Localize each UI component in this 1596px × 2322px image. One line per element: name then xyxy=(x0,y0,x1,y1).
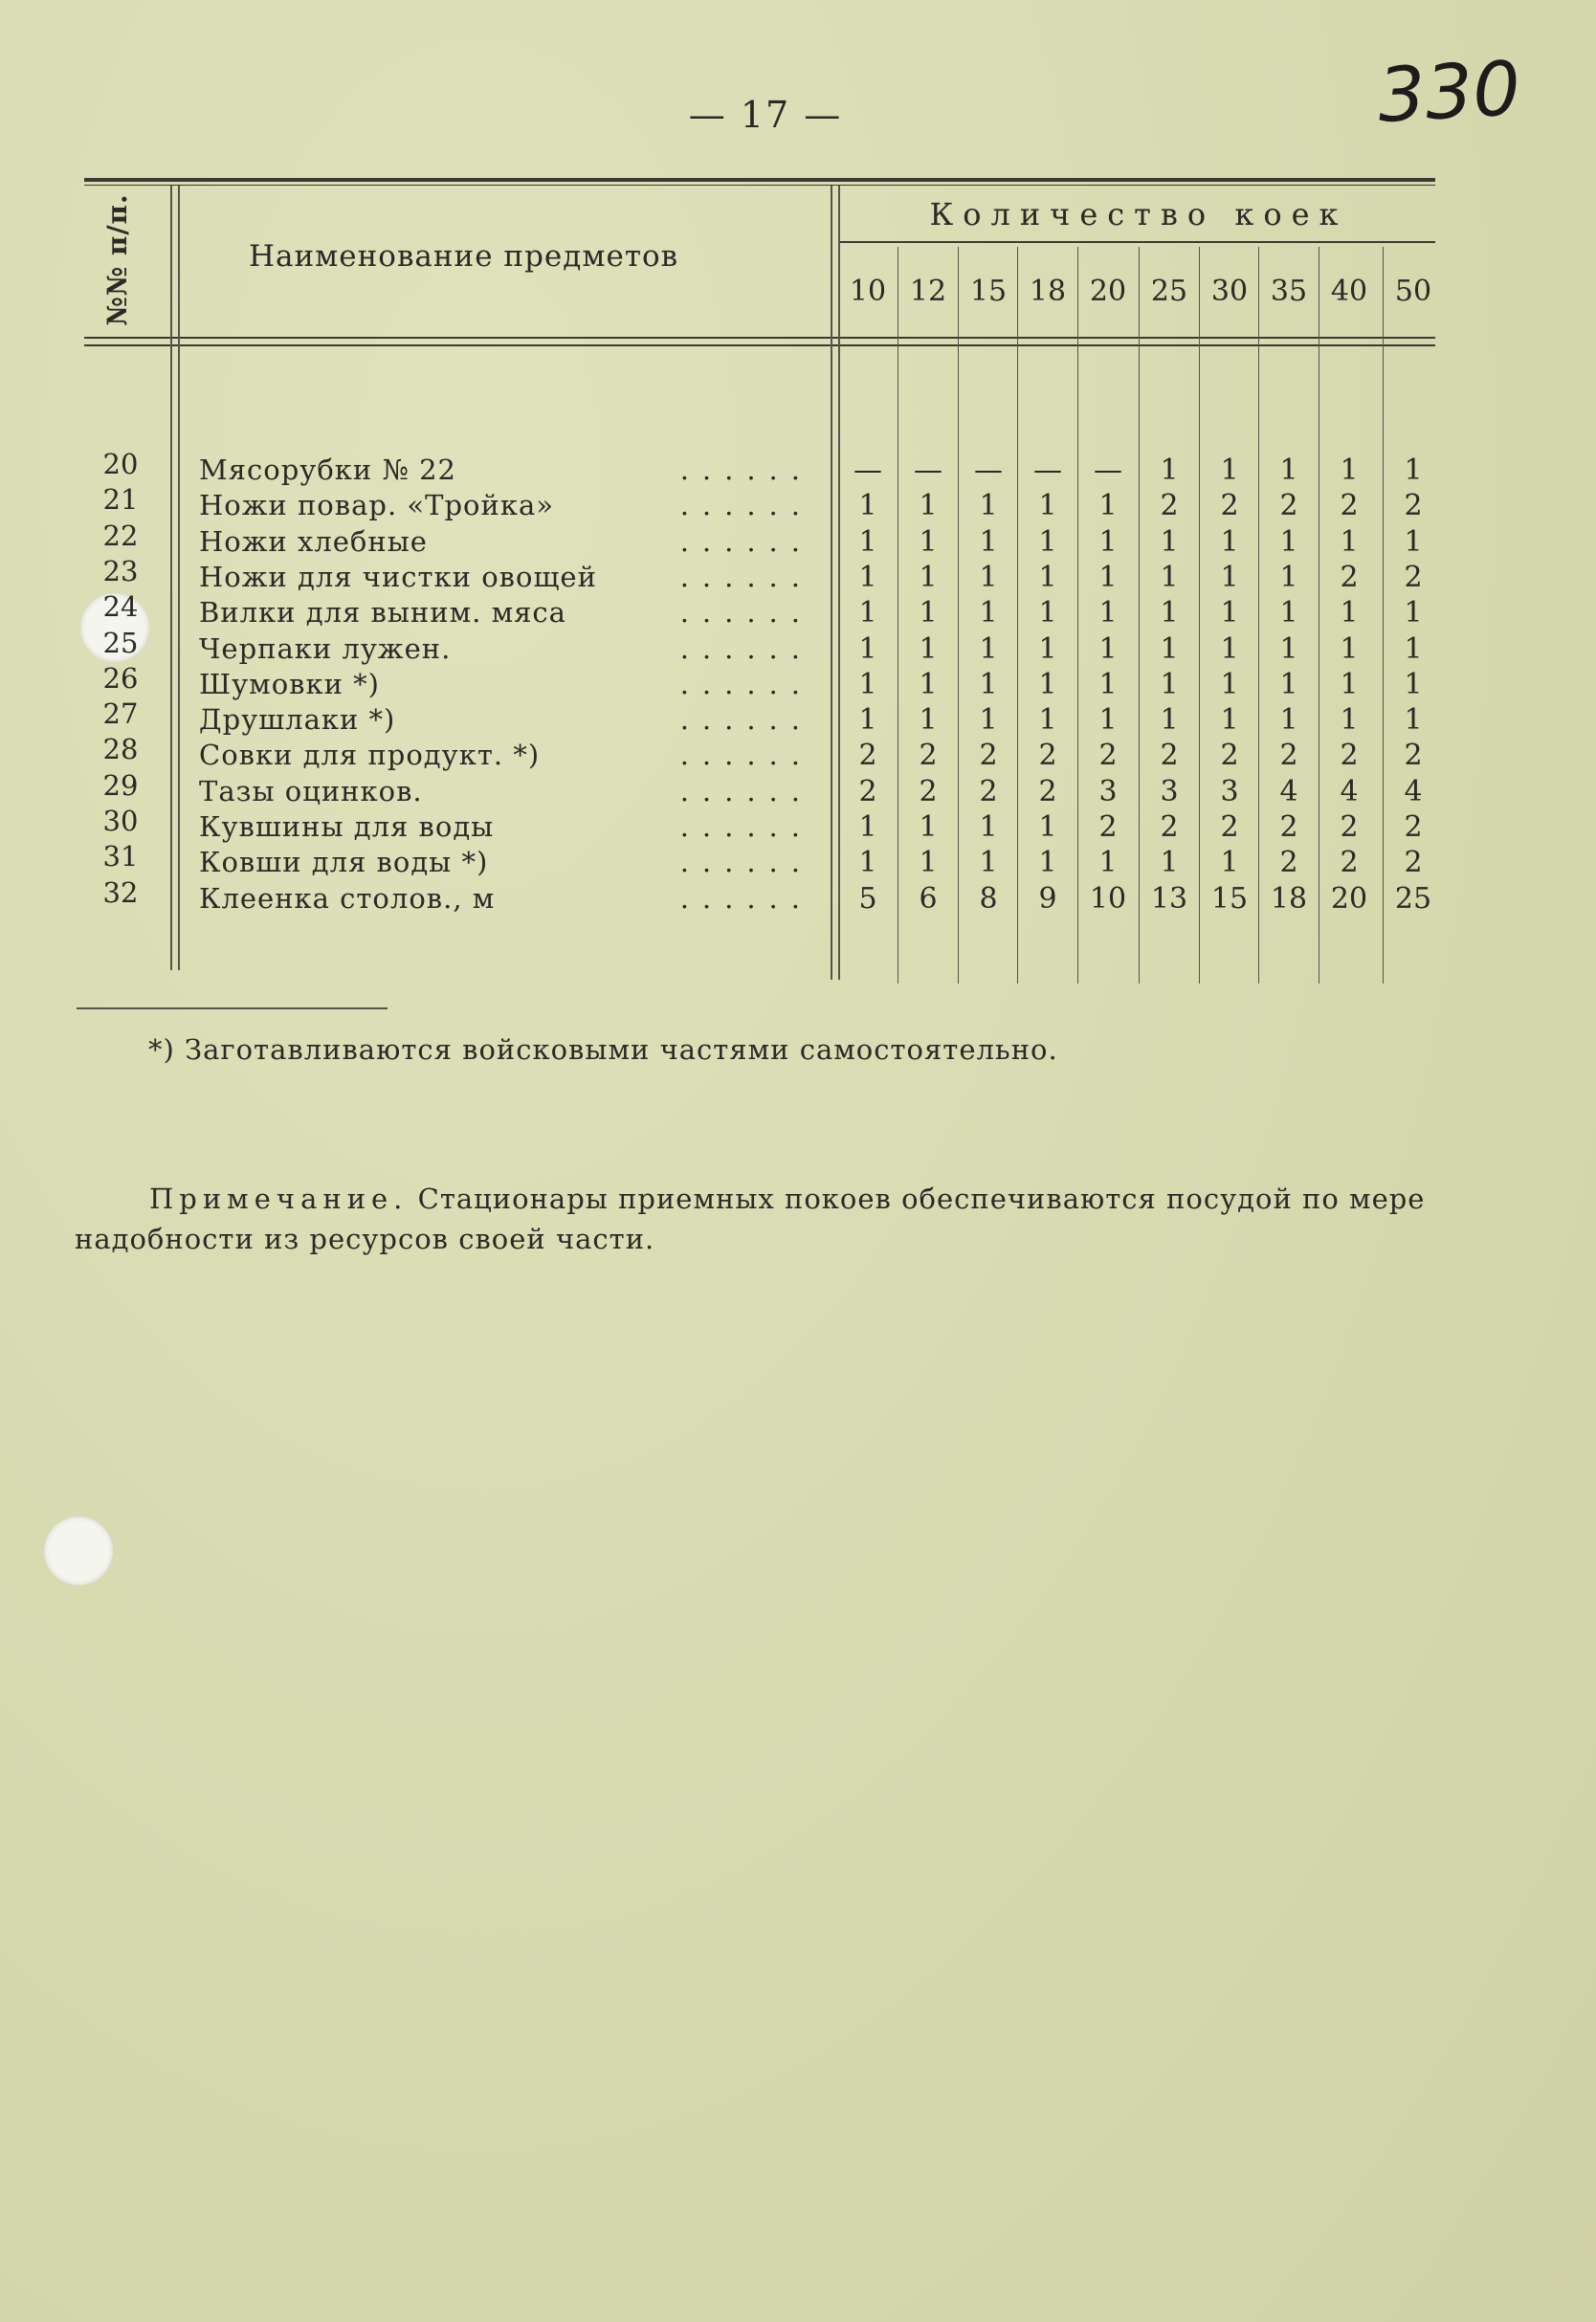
table-cell: 1 xyxy=(1340,632,1359,666)
table-cell: 1 xyxy=(1098,632,1118,666)
table-cell: 1 xyxy=(1098,846,1118,879)
table-cell: 1 xyxy=(1160,525,1179,559)
table-cell: 1 xyxy=(858,489,877,522)
column-divider xyxy=(1258,247,1259,984)
table-top-rule-thin xyxy=(84,185,1435,186)
bed-count-header: 35 xyxy=(1270,275,1308,308)
leader-dots: ...... xyxy=(679,453,813,486)
column-divider xyxy=(1139,247,1140,984)
row-number: 28 xyxy=(102,733,139,765)
table-cell: 1 xyxy=(979,846,998,879)
table-cell: 1 xyxy=(1340,668,1359,701)
bed-count-header: 18 xyxy=(1029,275,1067,308)
table-cell: 1 xyxy=(1098,703,1118,737)
table-cell: 2 xyxy=(1404,489,1423,522)
table-cell: 2 xyxy=(919,739,938,772)
table-cell: 1 xyxy=(1340,453,1359,487)
column-divider xyxy=(958,247,959,984)
table-cell: 1 xyxy=(1038,810,1057,844)
table-cell: 3 xyxy=(1160,775,1179,808)
row-name: Кувшины для воды xyxy=(199,810,495,843)
count-subheader-rule xyxy=(838,241,1435,243)
table-cell: 1 xyxy=(1279,703,1298,737)
col-divider-name xyxy=(831,186,832,980)
table-cell: 13 xyxy=(1150,882,1188,916)
table-cell: 2 xyxy=(1340,739,1359,772)
bed-count-header: 15 xyxy=(969,275,1008,308)
leader-dots: ...... xyxy=(679,489,813,521)
leader-dots: ...... xyxy=(679,632,813,665)
note xyxy=(75,1179,1433,1259)
col-divider-num-2 xyxy=(178,186,180,970)
table-cell: 2 xyxy=(979,739,998,772)
footnote: *) Заготавливаются войсковыми частями самостоятельно. xyxy=(148,1033,1058,1066)
table-cell: 1 xyxy=(1160,596,1179,630)
bed-count-header: 40 xyxy=(1330,275,1368,308)
row-name: Шумовки *) xyxy=(199,668,380,700)
table-cell: 1 xyxy=(1098,668,1118,701)
table-cell: 2 xyxy=(1160,489,1179,522)
table-cell: 1 xyxy=(919,668,938,701)
table-cell: 9 xyxy=(1038,882,1057,916)
table-cell: 2 xyxy=(1038,739,1057,772)
table-cell: 2 xyxy=(1038,775,1057,808)
table-cell: 15 xyxy=(1210,882,1249,916)
row-name: Черпаки лужен. xyxy=(199,632,452,665)
table-cell: 1 xyxy=(979,632,998,666)
row-number: 30 xyxy=(102,805,139,837)
table-cell: 1 xyxy=(979,810,998,844)
table-cell: 1 xyxy=(858,561,877,594)
table-cell: 2 xyxy=(1404,810,1423,844)
table-cell: 2 xyxy=(1404,739,1423,772)
table-cell: 1 xyxy=(1220,703,1239,737)
row-number: 26 xyxy=(102,662,139,695)
punch-hole-bottom xyxy=(44,1516,113,1585)
table-cell: 5 xyxy=(858,882,877,916)
archive-number: 330 xyxy=(1375,46,1523,140)
table-cell: 2 xyxy=(1220,810,1239,844)
row-name: Друшлаки *) xyxy=(199,703,396,736)
row-name: Тазы оцинков. xyxy=(199,775,423,807)
table-cell: 2 xyxy=(1160,739,1179,772)
table-cell: 6 xyxy=(919,882,938,916)
table-cell: 1 xyxy=(1160,453,1179,487)
table-cell: 2 xyxy=(858,775,877,808)
table-cell: 1 xyxy=(1340,525,1359,559)
table-cell: 2 xyxy=(858,739,877,772)
table-cell: 1 xyxy=(1404,596,1423,630)
footnote-rule xyxy=(77,1007,388,1009)
table-cell: 2 xyxy=(1279,489,1298,522)
bed-count-header: 20 xyxy=(1089,275,1127,308)
header-bottom-rule-2 xyxy=(84,344,1435,346)
table-cell: 1 xyxy=(1098,561,1118,594)
table-cell: 1 xyxy=(1220,632,1239,666)
table-cell: 1 xyxy=(858,668,877,701)
table-cell: 8 xyxy=(979,882,998,916)
table-cell: 1 xyxy=(1038,489,1057,522)
table-cell: 1 xyxy=(1098,489,1118,522)
table-cell: 1 xyxy=(1220,525,1239,559)
header-bed-count: Количество коек xyxy=(929,196,1348,232)
table-cell: 1 xyxy=(1160,632,1179,666)
table-cell: 4 xyxy=(1340,775,1359,808)
col-divider-num xyxy=(170,186,172,970)
leader-dots: ...... xyxy=(679,596,813,629)
leader-dots: ...... xyxy=(679,775,813,807)
table-cell: 1 xyxy=(1220,596,1239,630)
table-cell: 1 xyxy=(1038,846,1057,879)
row-name: Клеенка столов., м xyxy=(199,882,496,915)
table-cell: 1 xyxy=(979,525,998,559)
table-cell: 2 xyxy=(1098,810,1118,844)
leader-dots: ...... xyxy=(679,668,813,700)
table-cell: 1 xyxy=(919,703,938,737)
table-cell: 1 xyxy=(1279,453,1298,487)
leader-dots: ...... xyxy=(679,739,813,771)
leader-dots: ...... xyxy=(679,525,813,558)
table-cell: 1 xyxy=(1098,596,1118,630)
table-cell: 1 xyxy=(1404,632,1423,666)
table-cell: 1 xyxy=(919,489,938,522)
column-divider xyxy=(1077,247,1078,984)
table-cell: 2 xyxy=(1279,739,1298,772)
table-cell: 1 xyxy=(1160,561,1179,594)
column-divider xyxy=(1017,247,1018,984)
table-cell: 1 xyxy=(979,703,998,737)
page-number: — 17 — xyxy=(688,94,843,136)
table-cell: 2 xyxy=(1340,561,1359,594)
table-cell: 1 xyxy=(1160,668,1179,701)
table-cell: 2 xyxy=(1160,810,1179,844)
row-number: 32 xyxy=(102,876,139,909)
table-cell: 1 xyxy=(858,632,877,666)
row-number: 24 xyxy=(102,590,139,623)
table-cell: 2 xyxy=(1340,846,1359,879)
row-number: 21 xyxy=(102,483,139,516)
bed-count-header: 30 xyxy=(1210,275,1249,308)
table-cell: 1 xyxy=(1279,668,1298,701)
row-name: Ковши для воды *) xyxy=(199,846,489,878)
row-name: Вилки для выним. мяса xyxy=(199,596,566,629)
table-cell: 1 xyxy=(1038,632,1057,666)
note-lead: Примечание. xyxy=(149,1183,409,1215)
table-cell: 1 xyxy=(1279,632,1298,666)
leader-dots: ...... xyxy=(679,561,813,593)
row-name: Совки для продукт. *) xyxy=(199,739,541,771)
row-number: 29 xyxy=(102,769,139,802)
table-cell: 1 xyxy=(1160,846,1179,879)
row-number: 31 xyxy=(102,840,139,873)
table-cell: 1 xyxy=(1279,525,1298,559)
column-divider xyxy=(1199,247,1200,984)
table-cell: 1 xyxy=(858,846,877,879)
bed-count-header: 10 xyxy=(849,275,887,308)
table-cell: 2 xyxy=(1340,489,1359,522)
leader-dots: ...... xyxy=(679,703,813,736)
table-cell: — xyxy=(1094,453,1122,487)
table-cell: — xyxy=(974,453,1003,487)
table-cell: 1 xyxy=(919,561,938,594)
leader-dots: ...... xyxy=(679,810,813,843)
table-cell: 1 xyxy=(979,668,998,701)
table-cell: 1 xyxy=(1038,596,1057,630)
table-cell: 2 xyxy=(1404,846,1423,879)
table-cell: 3 xyxy=(1098,775,1118,808)
row-number: 22 xyxy=(102,520,139,552)
row-number: 20 xyxy=(102,448,139,480)
row-name: Мясорубки № 22 xyxy=(199,453,457,486)
table-cell: 1 xyxy=(919,525,938,559)
table-cell: 3 xyxy=(1220,775,1239,808)
header-number: №№ п/п. xyxy=(100,192,133,326)
table-cell: 2 xyxy=(1220,489,1239,522)
table-cell: 1 xyxy=(1160,703,1179,737)
table-top-rule xyxy=(84,178,1435,182)
row-name: Ножи повар. «Тройка» xyxy=(199,489,554,521)
table-cell: 1 xyxy=(1404,525,1423,559)
table-cell: 2 xyxy=(919,775,938,808)
table-cell: 1 xyxy=(1038,668,1057,701)
table-cell: 1 xyxy=(858,596,877,630)
table-cell: 2 xyxy=(1404,561,1423,594)
row-number: 25 xyxy=(102,627,139,659)
table-cell: 1 xyxy=(919,632,938,666)
table-cell: 2 xyxy=(979,775,998,808)
table-cell: 1 xyxy=(979,561,998,594)
table-cell: 4 xyxy=(1279,775,1298,808)
table-cell: 1 xyxy=(1220,453,1239,487)
leader-dots: ...... xyxy=(679,846,813,878)
table-cell: 2 xyxy=(1340,810,1359,844)
table-cell: — xyxy=(853,453,882,487)
table-cell: 1 xyxy=(1098,525,1118,559)
note-text: Стационары приемных покоев обеспечиваются посудой по мере надобности из ресурсов своей части. xyxy=(75,1183,1426,1255)
header-bottom-rule xyxy=(84,337,1435,339)
table-cell: — xyxy=(1033,453,1062,487)
table-cell: 18 xyxy=(1270,882,1308,916)
row-number: 23 xyxy=(102,555,139,587)
table-cell: 1 xyxy=(1404,668,1423,701)
row-name: Ножи хлебные xyxy=(199,525,428,558)
table-cell: — xyxy=(914,453,942,487)
table-cell: 1 xyxy=(1404,703,1423,737)
table-cell: 20 xyxy=(1330,882,1368,916)
table-cell: 1 xyxy=(919,596,938,630)
table-cell: 1 xyxy=(1220,668,1239,701)
bed-count-header: 25 xyxy=(1150,275,1188,308)
table-cell: 1 xyxy=(919,810,938,844)
leader-dots: ...... xyxy=(679,882,813,915)
table-cell: 1 xyxy=(1038,561,1057,594)
table-cell: 1 xyxy=(979,596,998,630)
table-cell: 1 xyxy=(919,846,938,879)
bed-count-header: 12 xyxy=(909,275,947,308)
bed-count-header: 50 xyxy=(1394,275,1432,308)
row-name: Ножи для чистки овощей xyxy=(199,561,597,593)
table-cell: 1 xyxy=(1038,525,1057,559)
table-cell: 25 xyxy=(1394,882,1432,916)
table-cell: 1 xyxy=(1404,453,1423,487)
table-cell: 1 xyxy=(1340,596,1359,630)
table-cell: 1 xyxy=(858,810,877,844)
header-name: Наименование предметов xyxy=(249,239,679,274)
table-cell: 1 xyxy=(1220,846,1239,879)
table-cell: 1 xyxy=(979,489,998,522)
table-cell: 4 xyxy=(1404,775,1423,808)
table-cell: 1 xyxy=(1279,596,1298,630)
table-cell: 1 xyxy=(1279,561,1298,594)
table-cell: 10 xyxy=(1089,882,1127,916)
table-cell: 1 xyxy=(1220,561,1239,594)
table-cell: 1 xyxy=(858,525,877,559)
table-cell: 2 xyxy=(1098,739,1118,772)
table-cell: 2 xyxy=(1279,846,1298,879)
table-cell: 1 xyxy=(858,703,877,737)
table-cell: 1 xyxy=(1340,703,1359,737)
table-cell: 1 xyxy=(1038,703,1057,737)
table-cell: 2 xyxy=(1220,739,1239,772)
table-cell: 2 xyxy=(1279,810,1298,844)
row-number: 27 xyxy=(102,697,139,730)
column-divider xyxy=(1383,247,1384,984)
